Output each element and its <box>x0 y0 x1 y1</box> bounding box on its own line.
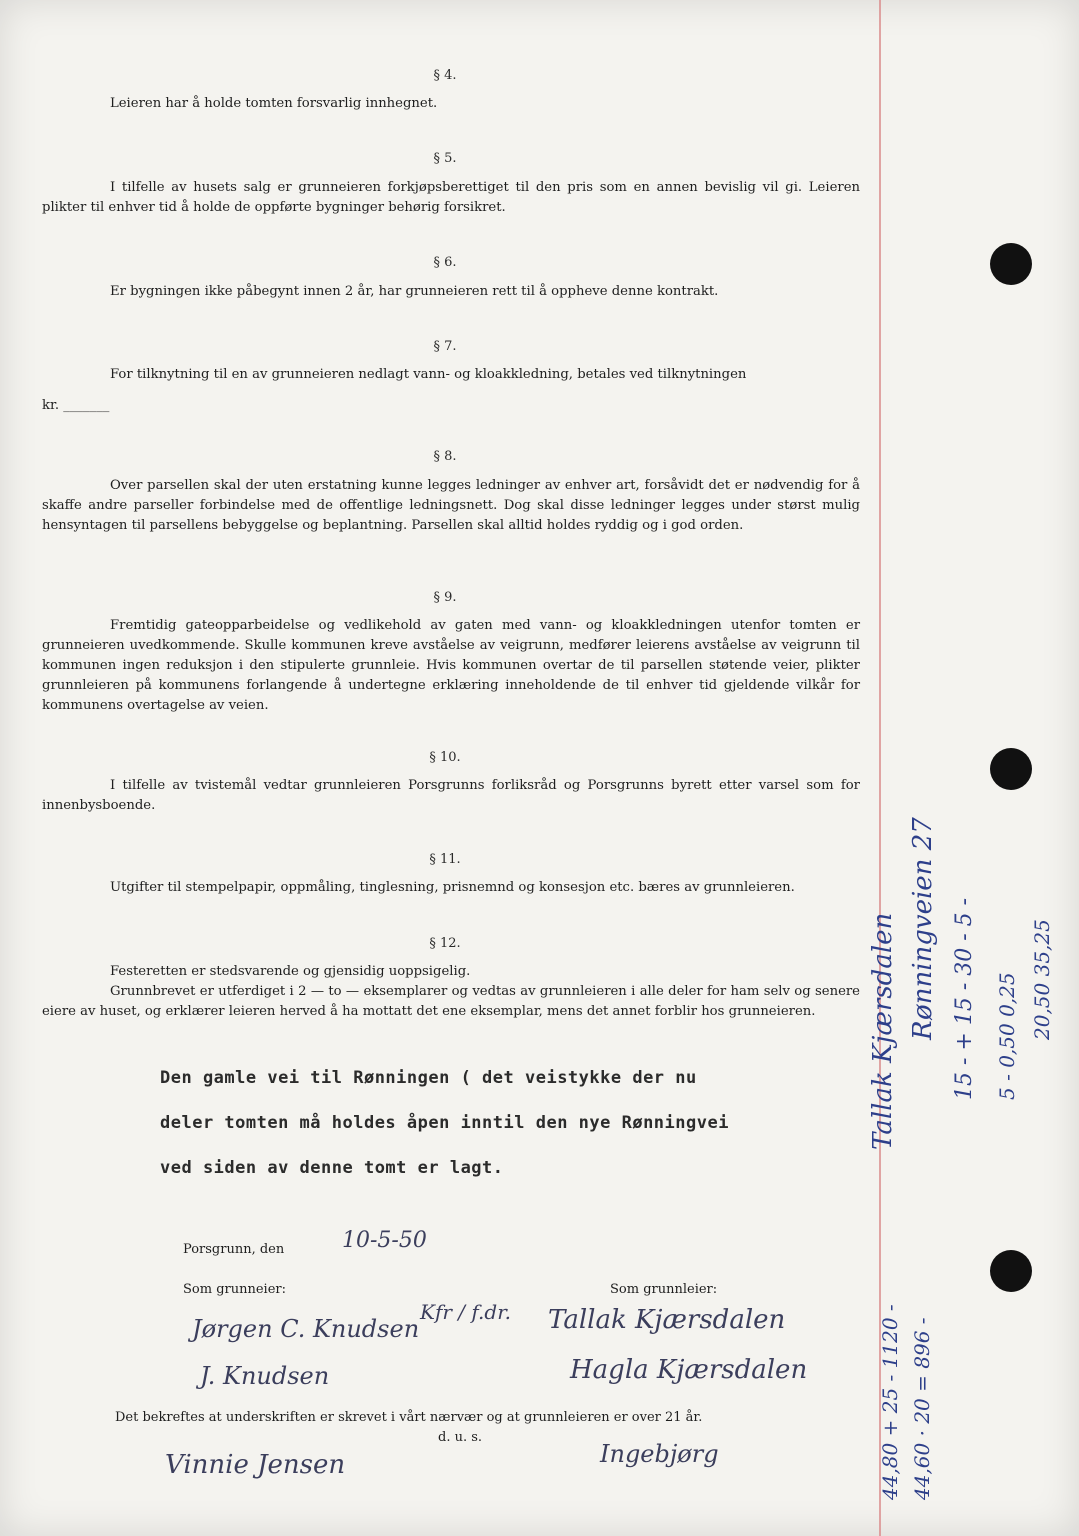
owner-signature-2: J. Knudsen <box>200 1362 330 1390</box>
section-heading-5: § 5. <box>433 151 457 166</box>
margin-note-name: Tallak Kjærsdalen <box>868 912 898 1150</box>
section-text-12: Festeretten er stedsvarende og gjensidig uoppsigelig. <box>110 964 471 979</box>
margin-note-calc: 5 - 0,50 0,25 <box>995 972 1019 1100</box>
witness-signature-2: Ingebjørg <box>600 1440 719 1468</box>
margin-note-bottom: 44,80 + 25 - 1120 - <box>878 1304 902 1500</box>
witness-signature: Vinnie Jensen <box>165 1450 346 1480</box>
lessee-signature: Tallak Kjærsdalen <box>548 1305 786 1335</box>
typed-note-line: Den gamle vei til Rønningen ( det veistykke der nu <box>160 1068 697 1088</box>
section-heading-4: § 4. <box>433 68 457 83</box>
margin-note-calc: 20,50 35,25 <box>1030 919 1054 1040</box>
section-text-12-b: Grunnbrevet er utferdiget i 2 — to — eksemplarer og vedtas av grunnleieren i alle deler for ham selv og senere eiere av huset, og erklærer leieren herved å ha mottatt det ene eksemplar, mens det annet forblir hos grunneieren. <box>42 984 860 1019</box>
margin-note-calc: 15 - + 15 - 30 - 5 - <box>952 897 977 1100</box>
owner-signature: Jørgen C. Knudsen <box>192 1315 420 1343</box>
punch-hole-icon <box>990 1250 1032 1292</box>
lessee-signature-2: Hagla Kjærsdalen <box>570 1355 808 1385</box>
section-heading-8: § 8. <box>433 449 457 464</box>
handwritten-date: 10-5-50 <box>342 1228 427 1253</box>
section-heading-12: § 12. <box>429 936 461 951</box>
typed-note-line: deler tomten må holdes åpen inntil den nye Rønningvei <box>160 1113 729 1133</box>
owner-label: Som grunneier: <box>183 1282 286 1297</box>
section-text-4: Leieren har å holde tomten forsvarlig innhegnet. <box>110 96 438 111</box>
section-heading-9: § 9. <box>433 590 457 605</box>
place-date-label: Porsgrunn, den <box>183 1242 285 1257</box>
typed-note-line: ved siden av denne tomt er lagt. <box>160 1158 504 1178</box>
punch-hole-icon <box>990 748 1032 790</box>
section-text-5: I tilfelle av husets salg er grunneieren forkjøpsberettiget til den pris som en annen bevislig vil gi. Leieren plikter til enhver tid å holde de oppførte bygninger behørig forsikret. <box>42 180 860 215</box>
section-text-11: Utgifter til stempelpapir, oppmåling, tinglesning, prisnemnd og konsesjon etc. bæres av grunnleieren. <box>110 880 795 895</box>
section-heading-6: § 6. <box>433 255 457 270</box>
lessee-label: Som grunnleier: <box>610 1282 718 1297</box>
section-text-10: I tilfelle av tvistemål vedtar grunnleieren Porsgrunns forliksråd og Porsgrunns byrett etter varsel som for innenbysboende. <box>42 778 860 813</box>
section-text-6: Er bygningen ikke påbegynt innen 2 år, har grunneieren rett til å oppheve denne kontrakt. <box>110 284 719 299</box>
margin-note-road: Rønningveien 27 <box>908 817 938 1040</box>
section-heading-11: § 11. <box>429 852 461 867</box>
margin-note-bottom: 44,60 · 20 = 896 - <box>910 1317 934 1500</box>
punch-hole-icon <box>990 243 1032 285</box>
section-text-9: Fremtidig gateopparbeidelse og vedlikehold av gaten med vann- og kloakkledningen utenfor tomten er grunneieren uvedkommende. Skulle kommunen kreve avståelse av veigrunn, medfører leierens avståelse av veigrunn til kommunen ingen reduksjon i den stipulerte grunnleie. Hvis kommunen overtar de til parsellen støtende veier, plikter grunnleieren på kommunens forlangende å undertegne erklæring inneholdende de til enhver tid gjeldende vilkår for kommunens overtagelse av veien. <box>42 618 860 713</box>
witness-statement: Det bekreftes at underskriften er skrevet i vårt nærvær og at grunnleieren er over 21 år. <box>115 1410 703 1425</box>
section-text-7-amount: kr. _______ <box>42 398 110 413</box>
section-text-7: For tilknytning til en av grunneieren nedlagt vann- og kloakkledning, betales ved tilknytningen <box>110 367 747 382</box>
owner-initials: Kfr / f.dr. <box>420 1300 511 1324</box>
section-heading-10: § 10. <box>429 750 461 765</box>
section-heading-7: § 7. <box>433 339 457 354</box>
witness-dus: d. u. s. <box>438 1430 483 1445</box>
section-text-8: Over parsellen skal der uten erstatning kunne legges ledninger av enhver art, forsåvidt det er nødvendig for å skaffe andre parseller forbindelse med de offentlige ledningsnett. Dog skal disse ledninger legges under størst mulig hensyntagen til parsellens bebyggelse og beplantning. Parsellen skal alltid holdes ryddig og i god orden. <box>42 478 860 533</box>
